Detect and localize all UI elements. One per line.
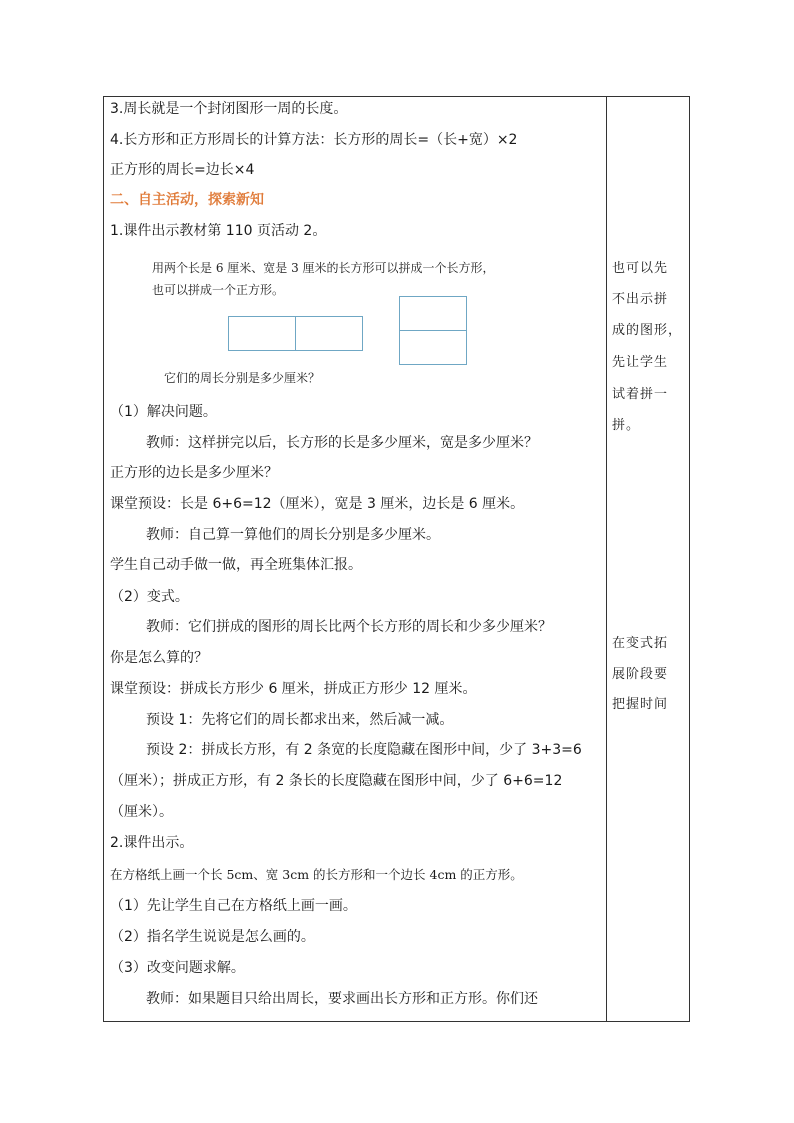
side-note-line: 试着拼一 (612, 387, 669, 402)
text-line: 学生自己动手做一做，再全班集体汇报。 (110, 557, 362, 573)
side-note-line: 展阶段要 (612, 667, 669, 682)
square-top-half (399, 296, 467, 331)
text-line: 1.课件出示教材第 110 页活动 2。 (110, 223, 327, 239)
activity-question: 它们的周长分别是多少厘米？ (164, 371, 321, 385)
text-line: （厘米）。 (110, 804, 173, 820)
side-note-line: 在变式拓 (612, 636, 669, 651)
text-line: 2.课件出示。 (110, 835, 194, 851)
text-line: （厘米）；拼成正方形，有 2 条长的长度隐藏在图形中间，少了 6+6=12 (110, 773, 563, 789)
rectangle-shape (295, 316, 363, 351)
text-line: 正方形的边长是多少厘米？ (110, 465, 278, 481)
text-line: 正方形的周长=边长×4 (110, 162, 255, 178)
rectangle-shape (228, 316, 296, 351)
text-line: 教师：这样拼完以后，长方形的长是多少厘米，宽是多少厘米？ (146, 435, 538, 451)
side-note-line: 先让学生 (612, 355, 669, 370)
text-line: （2）变式。 (110, 589, 189, 605)
text-line: 课堂预设：长是 6+6=12（厘米），宽是 3 厘米，边长是 6 厘米。 (110, 496, 525, 512)
side-note-line: 不出示拼 (612, 292, 669, 307)
text-line: 教师：自己算一算他们的周长分别是多少厘米。 (146, 527, 440, 543)
text-line: 预设 1：先将它们的周长都求出来，然后减一减。 (146, 712, 454, 728)
text-line: （1）先让学生自己在方格纸上画一画。 (110, 898, 357, 914)
text-line: 课堂预设：拼成长方形少 6 厘米，拼成正方形少 12 厘米。 (110, 681, 477, 697)
text-line: （3）改变问题求解。 (110, 960, 245, 976)
side-note-line: 成的图形， (612, 323, 683, 338)
lesson-table (103, 96, 690, 1022)
side-note-line: 拼。 (612, 418, 641, 433)
text-line: 4.长方形和正方形周长的计算方法：长方形的周长=（长+宽）×2 (110, 132, 518, 148)
text-line: 教师：如果题目只给出周长，要求画出长方形和正方形。你们还 (146, 991, 538, 1007)
text-line: （2）指名学生说说是怎么画的。 (110, 929, 315, 945)
activity-text-line: 也可以拼成一个正方形。 (152, 283, 285, 297)
text-line: （1）解决问题。 (110, 404, 217, 420)
side-note-line: 也可以先 (612, 261, 669, 276)
column-divider (606, 97, 607, 1021)
activity-figure (110, 251, 602, 397)
text-line: 你是怎么算的？ (110, 650, 208, 666)
text-line: 3.周长就是一个封闭图形一周的长度。 (110, 101, 348, 117)
text-line: 在方格纸上画一个长 5cm、宽 3cm 的长方形和一个边长 4cm 的正方形。 (110, 867, 523, 882)
side-note-line: 把握时间 (612, 697, 669, 712)
text-line: 预设 2：拼成长方形，有 2 条宽的长度隐藏在图形中间，少了 3+3=6 (146, 742, 582, 758)
activity-text-line: 用两个长是 6 厘米、宽是 3 厘米的长方形可以拼成一个长方形， (152, 261, 495, 275)
square-bottom-half (399, 330, 467, 365)
section-heading: 二、自主活动，探索新知 (110, 192, 264, 208)
text-line: 教师：它们拼成的图形的周长比两个长方形的周长和少多少厘米？ (146, 619, 552, 635)
